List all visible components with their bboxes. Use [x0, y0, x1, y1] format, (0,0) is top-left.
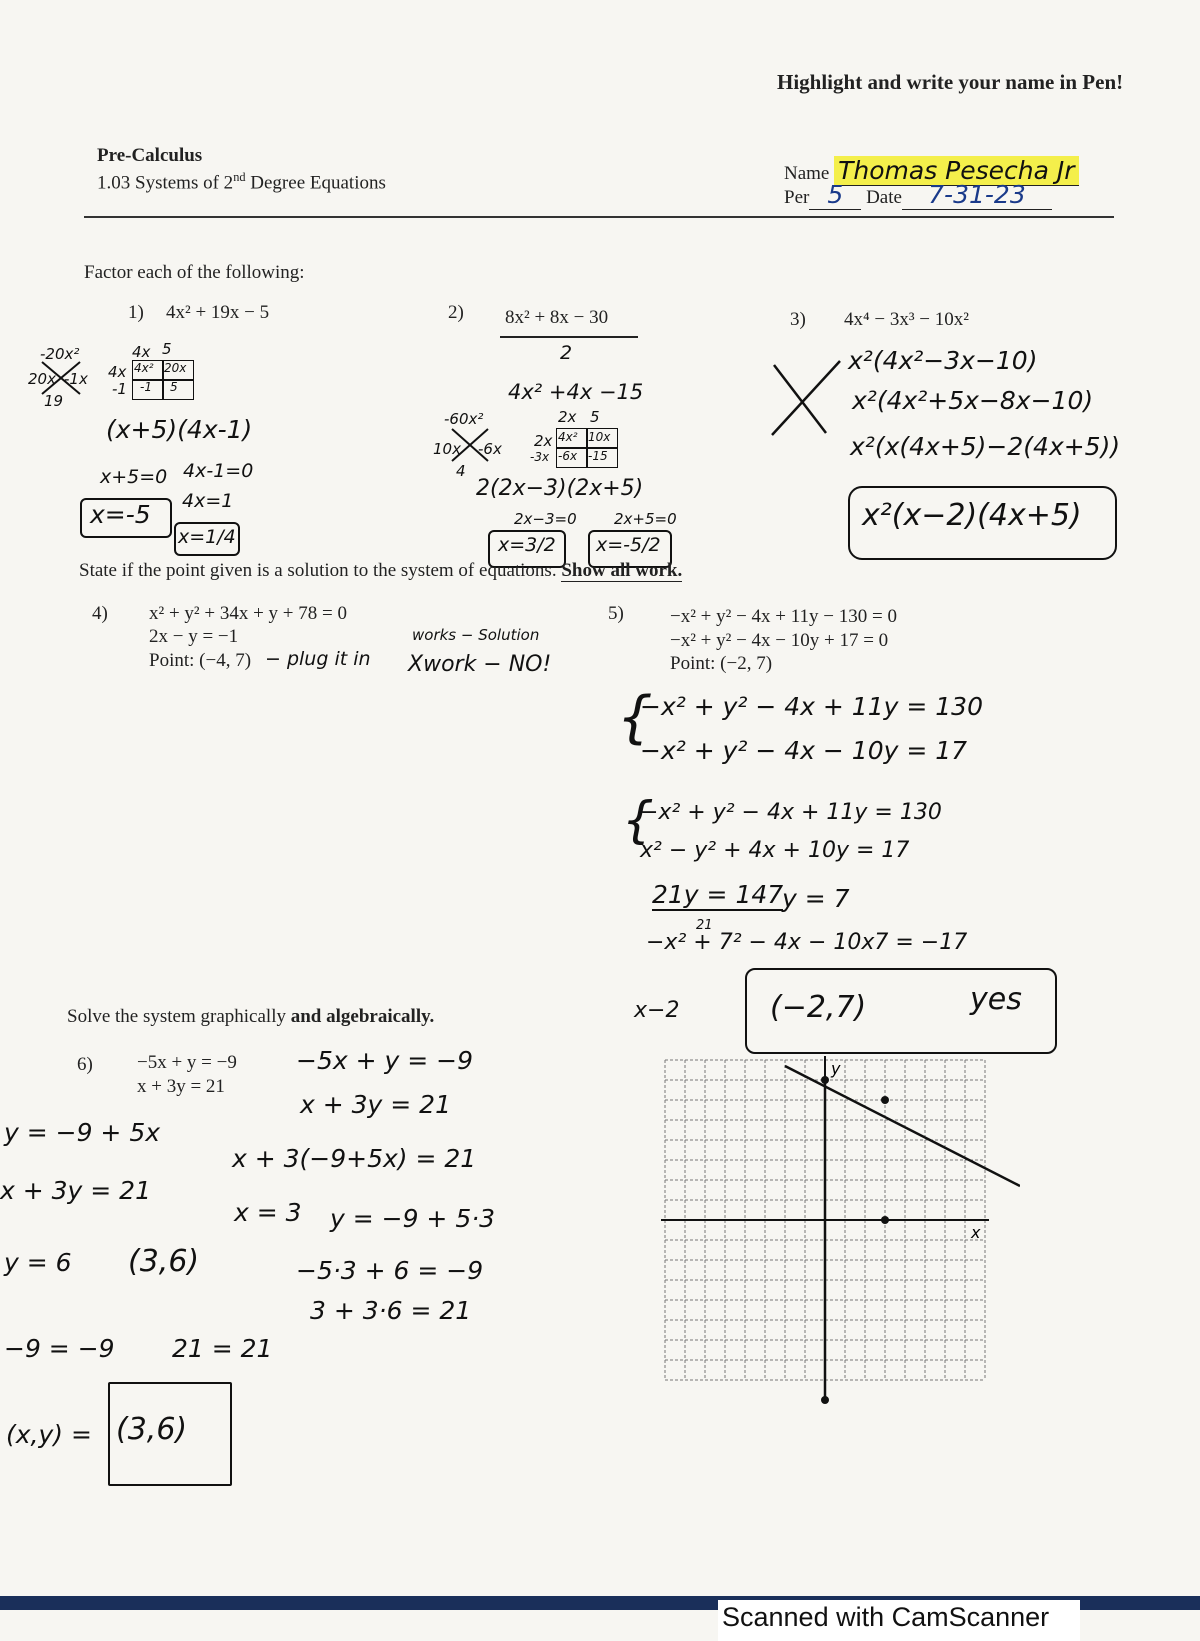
header-rule — [84, 216, 1114, 218]
p1-zero-2: 4x-1=0 — [183, 460, 254, 482]
p3-step-2: x²(4x²+5x−8x−10) — [852, 386, 1094, 415]
problem-5-eq-2: −x² + y² − 4x − 10y + 17 = 0 — [670, 630, 889, 651]
p5-verdict: yes — [970, 982, 1022, 1017]
p6-work-eq-1: −5x + y = −9 — [296, 1046, 473, 1075]
date-label: Date — [866, 187, 902, 208]
p2-x-bottom: 4 — [456, 462, 466, 480]
p6-answer: (3,6) — [116, 1412, 188, 1447]
p6-check-2-result: 21 = 21 — [172, 1334, 273, 1363]
p1-box-cell-2: 20x — [164, 361, 187, 375]
coordinate-graph — [655, 1050, 1020, 1430]
p2-box-cell-3: -6x — [558, 449, 578, 463]
p1-work-x-bottom: 19 — [44, 392, 64, 410]
graph-instruction — [67, 1006, 434, 1028]
p1-work-x-left: 20x — [28, 370, 56, 388]
p3-x-mark — [766, 355, 846, 440]
p6-check-1-result: −9 = −9 — [4, 1334, 115, 1363]
graph-point — [821, 1076, 829, 1084]
lesson-suffix: Degree Equations — [245, 172, 386, 194]
p6-work-point: (3,6) — [128, 1244, 200, 1279]
p5-x-value: x−2 — [634, 998, 680, 1023]
p1-box-top-right: 5 — [162, 340, 172, 358]
p5-brace-1: { — [617, 685, 653, 750]
p5-sys-1-eq-1: −x² + y² − 4x + 11y = 130 — [640, 692, 983, 721]
problem-6-eq-2: x + 3y = 21 — [137, 1076, 225, 1097]
p5-substitution: −x² + 7² − 4x − 10x7 = −17 — [646, 930, 968, 955]
p6-work-substitute: x + 3(−9+5x) = 21 — [232, 1144, 477, 1173]
scanner-watermark: Scanned with CamScanner — [722, 1602, 1050, 1632]
lesson-sup: nd — [233, 170, 246, 184]
p2-box-side-top: 2x — [534, 432, 553, 450]
highlight-instruction: Highlight and write your name in Pen! — [777, 70, 1124, 94]
p6-answer-label: (x,y) = — [6, 1420, 92, 1449]
graph-point — [821, 1396, 829, 1404]
problem-4-point: Point: (−4, 7) — [149, 650, 252, 671]
p2-box-cell-1: 4x² — [558, 430, 578, 444]
p2-answer-1: x=3/2 — [498, 534, 556, 556]
solution-instruction-bold: Show all work. — [561, 560, 683, 581]
p2-zero-1: 2x−3=0 — [514, 510, 577, 528]
p2-x-right: -6x — [478, 440, 502, 458]
p2-divided: 4x² +4x −15 — [508, 380, 644, 404]
problem-4-eq-1: x² + y² + 34x + y + 78 = 0 — [149, 603, 347, 624]
per-date-row — [784, 180, 1052, 210]
graph-instruction-bold: and algebraically. — [290, 1006, 435, 1027]
problem-6-number: 6) — [77, 1054, 93, 1075]
name-value: Thomas Pesecha Jr — [834, 156, 1078, 186]
problem-2-number: 2) — [448, 302, 464, 323]
p5-brace-2: { — [622, 791, 654, 849]
p6-work-solve-y: y = −9 + 5x — [4, 1118, 161, 1147]
problem-3-expression: 4x⁴ − 3x³ − 10x² — [844, 309, 969, 330]
problem-1-expression: 4x² + 19x − 5 — [166, 302, 270, 323]
p3-step-1: x²(4x²−3x−10) — [848, 346, 1038, 375]
problem-5-number: 5) — [608, 603, 624, 624]
factor-instruction: Factor each of the following: — [84, 262, 305, 283]
p5-sys-1-eq-2: −x² + y² − 4x − 10y = 17 — [640, 736, 968, 765]
p6-check-2: 3 + 3·6 = 21 — [310, 1296, 472, 1325]
p6-work-eq-2-copy: x + 3y = 21 — [0, 1176, 151, 1205]
p1-box-cell-3: -1 — [140, 380, 152, 394]
p6-work-y-calc: y = −9 + 5·3 — [330, 1204, 496, 1233]
per-label: Per — [784, 187, 810, 208]
p2-answer-2: x=-5/2 — [596, 534, 661, 556]
p1-box-side-top: 4x — [108, 363, 127, 381]
p5-sum: 21y = 147 — [652, 880, 784, 909]
graph-point — [881, 1216, 889, 1224]
p2-box-top-right: 5 — [590, 408, 600, 426]
problem-5-point: Point: (−2, 7) — [670, 653, 773, 674]
p6-work-eq-2: x + 3y = 21 — [300, 1090, 451, 1119]
p5-sys-2-eq-1: −x² + y² − 4x + 11y = 130 — [640, 800, 942, 825]
lesson-prefix: 1.03 Systems of 2 — [97, 172, 234, 194]
problem-6-eq-1: −5x + y = −9 — [137, 1052, 237, 1073]
p6-check-1: −5·3 + 6 = −9 — [296, 1256, 484, 1285]
p2-x-diagram — [448, 425, 492, 465]
p2-box-top-left: 2x — [558, 408, 577, 426]
p1-zero-3: 4x=1 — [182, 490, 234, 512]
p1-work-x-top: -20x² — [40, 345, 80, 363]
p6-work-y: y = 6 — [4, 1248, 72, 1277]
p2-box-cell-2: 10x — [588, 430, 611, 444]
problem-3-number: 3) — [790, 309, 806, 330]
p1-x-diagram — [36, 358, 86, 398]
per-value: 5 — [809, 180, 861, 210]
lesson-title — [97, 170, 386, 194]
p2-box-side-bottom: -3x — [530, 450, 550, 464]
x-axis-label: x — [971, 1223, 981, 1242]
problem-2-expression: 8x² + 8x − 30 — [505, 307, 609, 328]
p4-xwork: Xwork − NO! — [408, 652, 552, 677]
problem-1-number: 1) — [128, 302, 144, 323]
solution-instruction-text: State if the point given is a solution to the system of equations. — [79, 560, 557, 581]
p1-box-side-bottom: -1 — [112, 380, 127, 398]
p1-zero-1: x+5=0 — [100, 466, 168, 488]
graph-point — [881, 1096, 889, 1104]
problem-4-number: 4) — [92, 603, 108, 624]
p5-sys-2-eq-2: x² − y² + 4x + 10y = 17 — [640, 838, 910, 863]
name-label: Name — [784, 163, 830, 184]
p1-box-cell-4: 5 — [170, 380, 178, 394]
p1-box-top-left: 4x — [132, 343, 151, 361]
p3-step-3: x²(x(4x+5)−2(4x+5)) — [850, 432, 1121, 461]
p2-x-left: 10x — [433, 440, 461, 458]
problem-4-eq-2: 2x − y = −1 — [149, 626, 239, 647]
p2-x-top: -60x² — [444, 410, 484, 428]
p1-answer-2: x=1/4 — [178, 526, 236, 548]
p3-answer: x²(x−2)(4x+5) — [862, 498, 1082, 533]
p5-y-value: y = 7 — [782, 884, 850, 913]
p1-answer-1: x=-5 — [90, 500, 151, 529]
p1-work-x-right: -1x — [64, 370, 88, 388]
p1-box-cell-1: 4x² — [134, 361, 154, 375]
p6-work-x: x = 3 — [234, 1198, 302, 1227]
date-value: 7-31-23 — [902, 180, 1052, 210]
p5-divisor: 21 — [696, 918, 713, 933]
p2-factored: 2(2x−3)(2x+5) — [476, 476, 644, 501]
course-title: Pre-Calculus — [97, 145, 203, 166]
problem-5-eq-1: −x² + y² − 4x + 11y − 130 = 0 — [670, 606, 897, 627]
p5-answer: (−2,7) — [770, 990, 867, 1025]
p4-works: works − Solution — [412, 626, 540, 644]
problem-2-denominator: 2 — [560, 342, 573, 364]
solution-instruction — [79, 560, 682, 582]
p1-factored: (x+5)(4x-1) — [106, 415, 253, 444]
graph-instruction-text: Solve the system graphically — [67, 1006, 291, 1027]
problem-2-fraction-bar — [500, 336, 638, 338]
p4-plug-it-in: − plug it in — [265, 648, 371, 670]
p2-zero-2: 2x+5=0 — [614, 510, 677, 528]
p2-box-cell-4: -15 — [588, 449, 608, 463]
y-axis-label: y — [831, 1059, 841, 1078]
